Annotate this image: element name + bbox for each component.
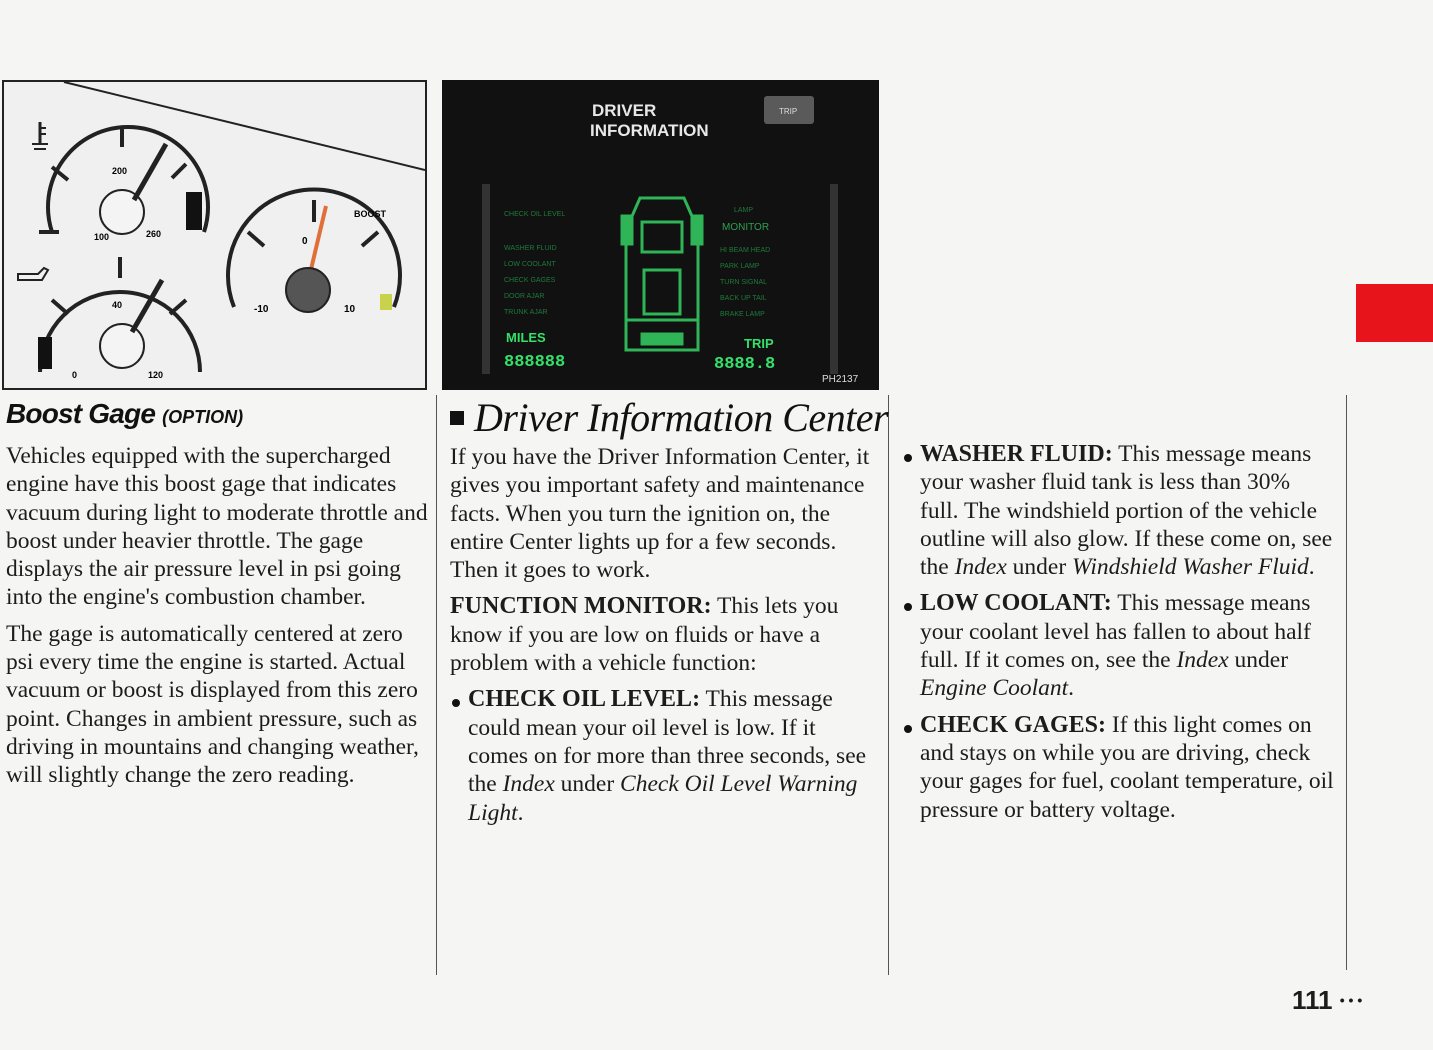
- dic-title: Driver Information Center: [474, 395, 889, 440]
- dic-body: [450, 443, 878, 835]
- page-dots: • • •: [1339, 992, 1363, 1008]
- check-oil-under: under: [554, 771, 621, 798]
- temp-tick-200: 200: [112, 166, 128, 176]
- washer-under: under: [1006, 554, 1073, 581]
- washer-fluid-item: [902, 440, 1334, 581]
- check-oil-index-ref: Index: [502, 771, 555, 798]
- gage-cluster-drawing: [4, 82, 425, 388]
- dic-right-title-2: MONITOR: [722, 222, 770, 233]
- boost-tick-neg10: -10: [254, 304, 269, 315]
- option-label: (OPTION): [162, 407, 244, 427]
- check-oil-level-text: This message could mean your oil level is low. If it comes on for more than three seconds, see the: [468, 686, 867, 798]
- dic-left-item-4: CHECK GAGES: [504, 277, 556, 284]
- temp-tick-260: 260: [146, 229, 162, 239]
- dic-left-item-5: DOOR AJAR: [504, 293, 545, 300]
- boost-paragraph-1: Vehicles equipped with the supercharged engine have this boost gage that indicates vacuum during light to moderate throttle and boost under heavier throttle. The gage displays the air pressure level in psi going into the engine's combustion chamber.: [6, 443, 428, 611]
- oil-can-icon: [18, 268, 48, 280]
- washer-topic-ref: Windshield Washer Fluid: [1072, 554, 1309, 581]
- boost-paragraph-2: The gage is automatically centered at zero psi every time the engine is started. Actual vacuum or boost is displayed from this zero point. Changes in ambient pressure, such as driving in mountains and changing weather, will slightly change the zero reading.: [6, 620, 419, 789]
- function-monitor-lead: FUNCTION MONITOR:: [450, 593, 712, 620]
- boost-gage-illustration: [2, 80, 427, 390]
- dic-intro: If you have the Driver Information Center, it gives you important safety and maintenance facts. When you turn the ignition on, the entire Center lights up for a few seconds. Then it goes to work.: [450, 444, 870, 584]
- washer-end: .: [1308, 554, 1315, 581]
- dic-left-item-3: LOW COOLANT: [504, 261, 556, 268]
- right-column-body: [902, 440, 1334, 832]
- low-coolant-item: [902, 589, 1334, 702]
- low-coolant-lead: LOW COOLANT:: [920, 590, 1112, 617]
- check-gages-text: If this light comes on and stays on while you are driving, check your gages for fuel, coolant temperature, oil pressure or battery voltage.: [920, 711, 1334, 823]
- washer-fluid-lead: WASHER FLUID:: [920, 441, 1113, 467]
- check-gages-item: [902, 711, 1334, 824]
- washer-index-ref: Index: [954, 554, 1007, 581]
- dic-left-item-1: CHECK OIL LEVEL: [504, 211, 566, 218]
- section-bullet-square: [450, 411, 464, 425]
- dic-heading: [450, 394, 888, 441]
- oil-tick-120: 120: [148, 370, 164, 380]
- dic-right-item-4: BACK UP TAIL: [720, 295, 767, 302]
- oil-pressure-gage: [38, 257, 200, 380]
- trip-label: TRIP: [744, 336, 774, 351]
- dic-right-title-1: LAMP: [734, 207, 754, 214]
- page-number: [1292, 985, 1362, 1016]
- column-divider-1: [436, 395, 437, 975]
- coolant-under: under: [1228, 647, 1289, 674]
- washer-fluid-text: This message means your washer fluid tank is less than 30% full. The windshield portion of the vehicle outline will also glow. If these come on, see the: [920, 441, 1333, 581]
- check-oil-end: .: [517, 799, 524, 826]
- temp-tick-100: 100: [94, 232, 110, 242]
- column-divider-3: [1346, 395, 1347, 970]
- boost-gage-heading: [6, 398, 243, 430]
- temperature-gage: [39, 127, 208, 242]
- miles-label: MILES: [506, 330, 546, 345]
- boost-gage: [228, 189, 400, 315]
- function-monitor-text: This lets you know if you are low on fluids or have a problem with a vehicle function:: [450, 593, 839, 677]
- function-monitor-paragraph: [450, 592, 878, 677]
- dic-title-line2: INFORMATION: [590, 121, 709, 140]
- driver-information-center-illustration: [442, 80, 879, 390]
- coolant-temperature-icon: [32, 122, 48, 149]
- car-outline-graphic: [622, 198, 702, 350]
- check-oil-level-lead: CHECK OIL LEVEL:: [468, 686, 701, 713]
- section-tab-marker: [1356, 284, 1433, 342]
- coolant-topic-ref: Engine Coolant: [920, 675, 1069, 702]
- oil-tick-0: 0: [72, 370, 78, 380]
- dic-right-item-1: HI BEAM HEAD: [720, 247, 771, 254]
- dic-display-drawing: [442, 80, 879, 390]
- dic-right-item-2: PARK LAMP: [720, 263, 760, 270]
- oil-tick-40: 40: [112, 300, 123, 310]
- dic-title-line1: DRIVER: [592, 101, 657, 120]
- boost-tick-0: 0: [302, 236, 308, 247]
- miles-digits: 888888: [504, 353, 566, 372]
- boost-tick-10: 10: [344, 304, 356, 315]
- trip-button-label: TRIP: [779, 107, 798, 116]
- check-gages-lead: CHECK GAGES:: [920, 711, 1107, 738]
- figure-code: PH2137: [822, 374, 859, 385]
- boost-label: BOOST: [354, 209, 387, 219]
- column-divider-2: [888, 395, 889, 975]
- trip-digits: 8888.8: [714, 355, 776, 374]
- check-oil-level-item: [450, 685, 878, 826]
- dic-left-item-2: WASHER FLUID: [504, 245, 557, 252]
- coolant-index-ref: Index: [1176, 647, 1229, 674]
- boost-gage-title: Boost Gage: [6, 398, 156, 429]
- dic-right-item-5: BRAKE LAMP: [720, 311, 765, 318]
- page-number-value: 111: [1292, 985, 1333, 1015]
- boost-gage-body: [6, 442, 430, 798]
- dic-left-item-6: TRUNK AJAR: [504, 309, 548, 316]
- coolant-end: .: [1068, 675, 1075, 702]
- check-oil-topic-ref: Check Oil Level Warning Light: [468, 771, 858, 826]
- dic-right-item-3: TURN SIGNAL: [720, 279, 768, 286]
- low-coolant-text: This message means your coolant level has fallen to about half full. If it comes on, see the: [920, 590, 1311, 674]
